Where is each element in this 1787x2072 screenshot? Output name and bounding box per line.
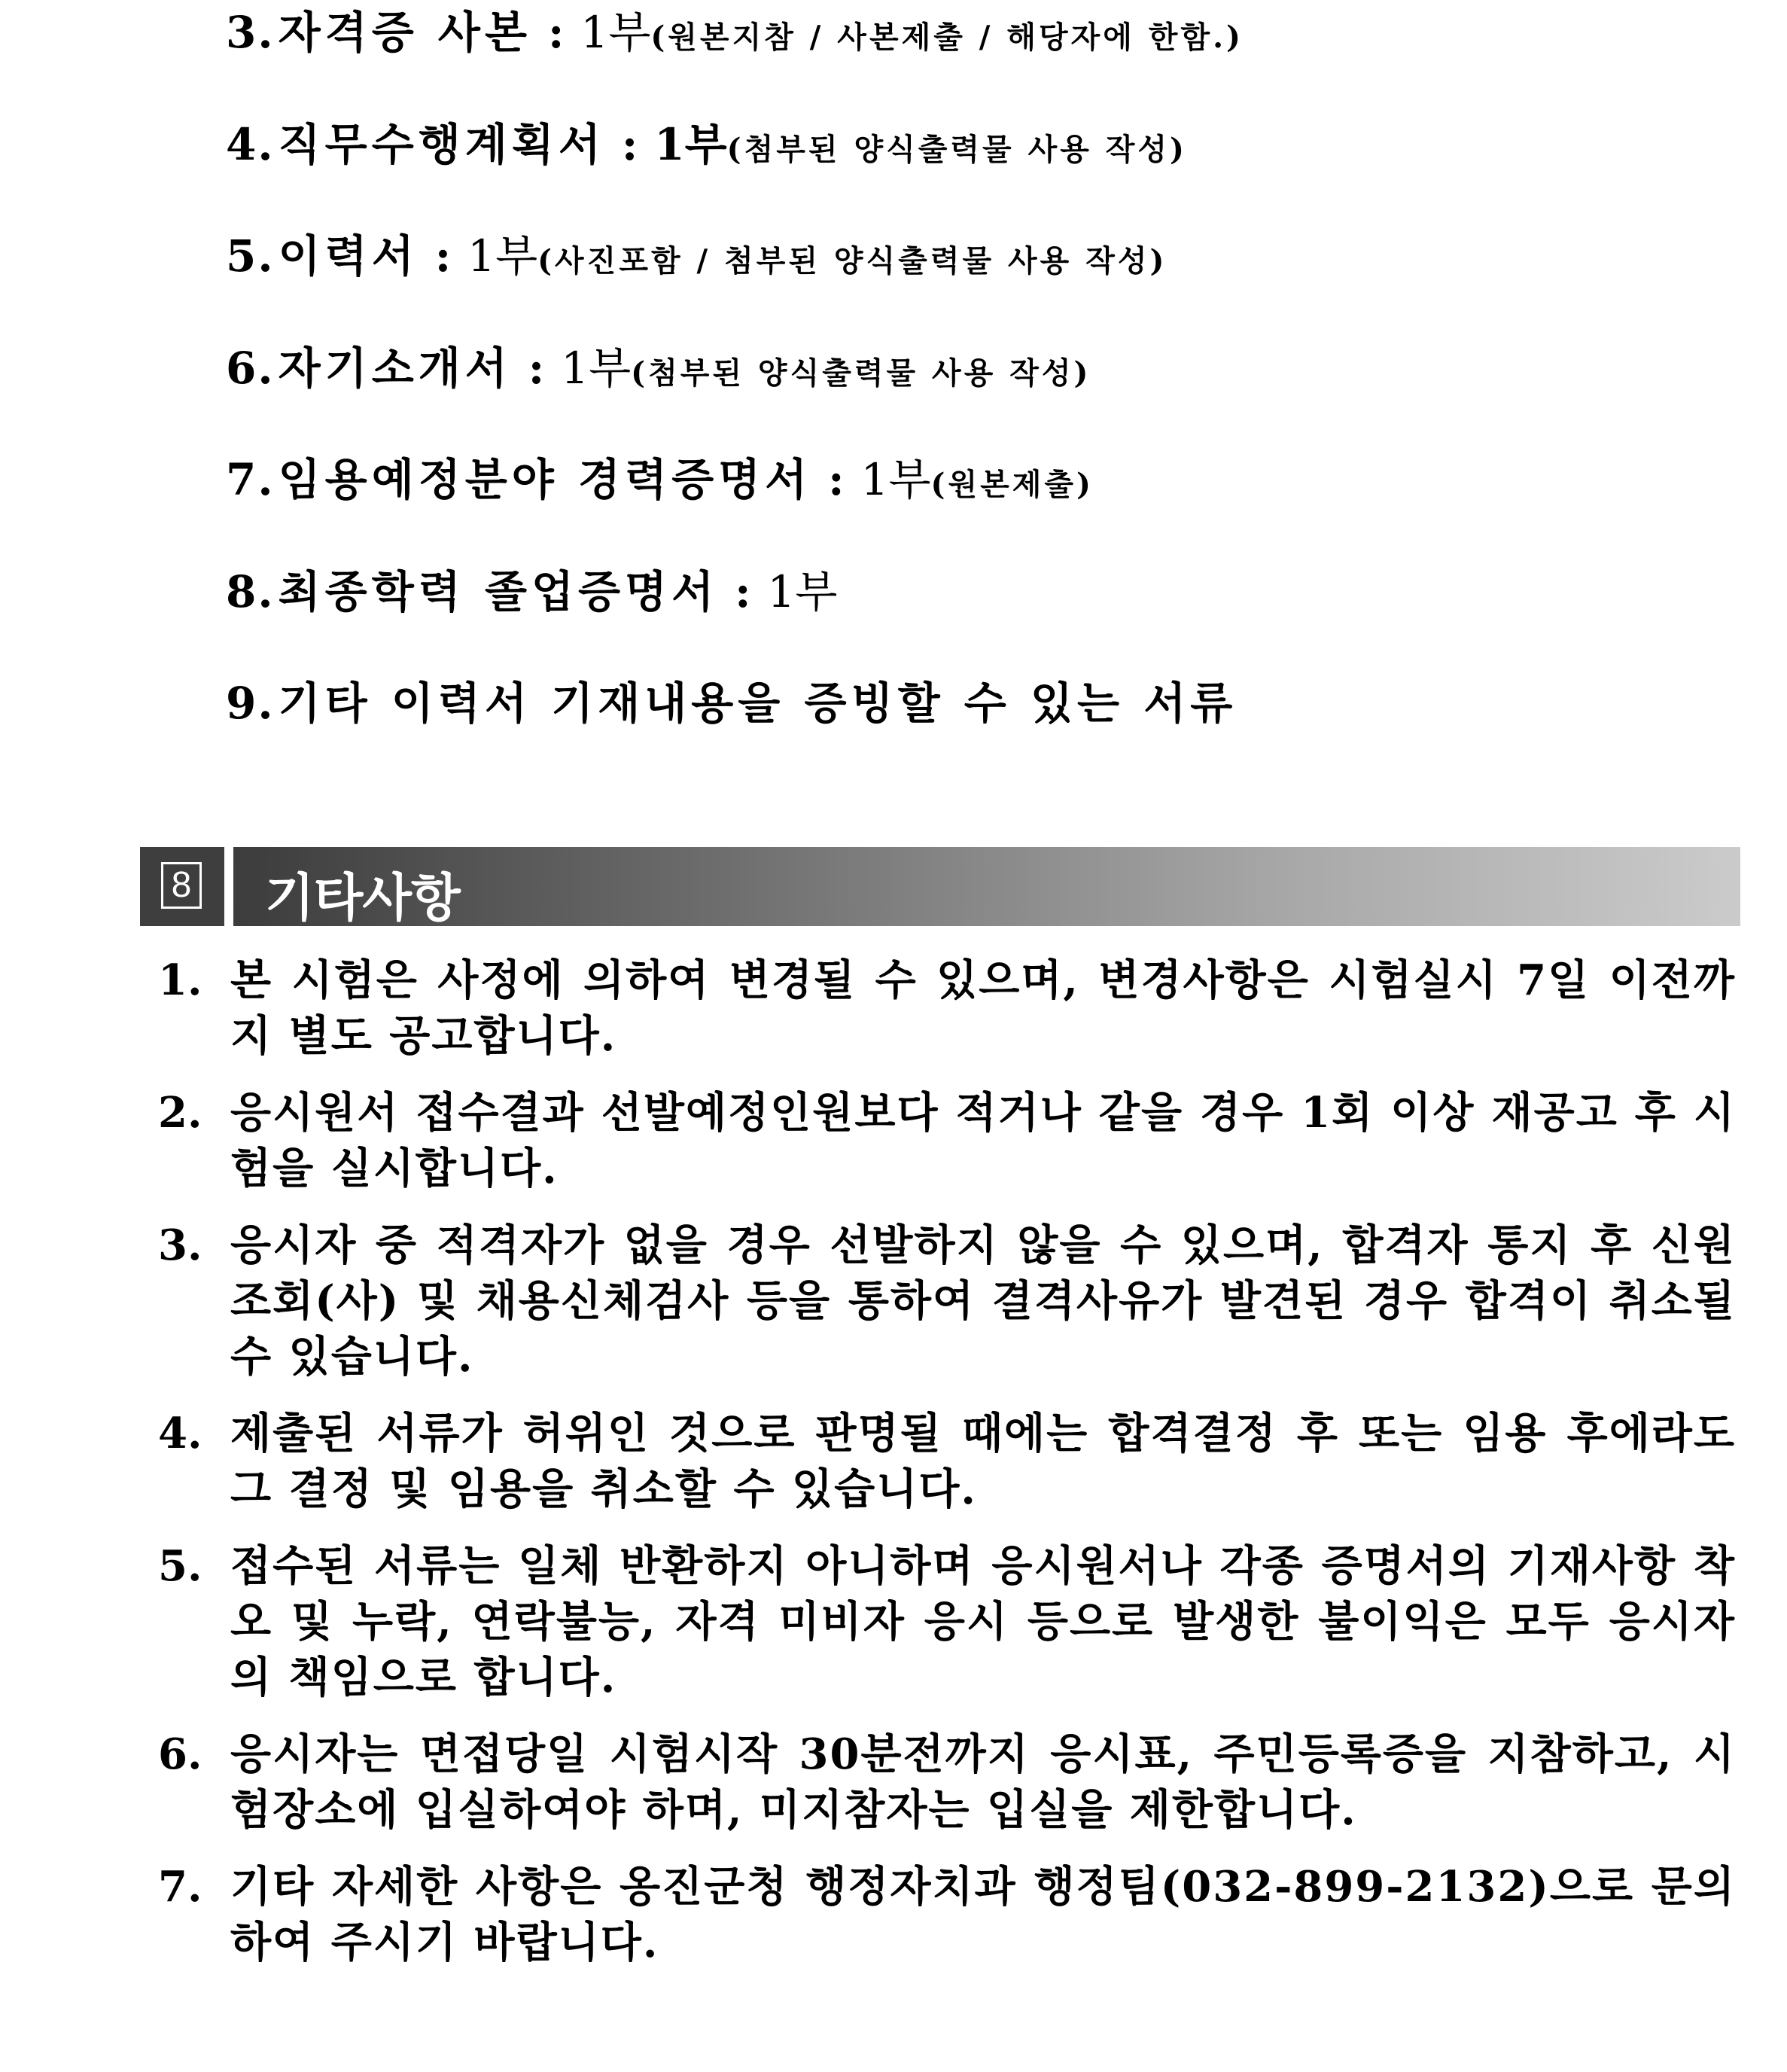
section-number-block (140, 847, 224, 926)
section-title: 기타사항 (265, 869, 460, 928)
list-item: 3. 응시자 중 적격자가 없을 경우 선발하지 않을 수 있으며, 합격자 통지 후 신원조회(사) 및 채용신체검사 등을 통하여 결격사유가 발견된 경우 합격이 취소될 수 있습니다. (158, 1220, 1736, 1382)
section-title-bar (233, 847, 1740, 926)
document-item: 7. 임용예정분야 경력증명서 : 1부(원본제출) (226, 454, 1094, 505)
document-item: 3. 자격증 사본 : 1부(원본지참 / 사본제출 / 해당자에 한함.) (226, 7, 1244, 58)
document-item: 6. 자기소개서 : 1부(첨부된 양식출력물 사용 작성) (226, 343, 1091, 394)
list-item: 6. 응시자는 면접당일 시험시작 30분전까지 응시표, 주민등록증을 지참하고, 시험장소에 입실하여야 하며, 미지참자는 입실을 제한합니다. (158, 1729, 1736, 1835)
section-header (140, 847, 1740, 926)
list-item: 2. 응시원서 접수결과 선발예정인원보다 적거나 같을 경우 1회 이상 재공고 후 시험을 실시합니다. (158, 1088, 1736, 1193)
list-item: 4. 제출된 서류가 허위인 것으로 판명될 때에는 합격결정 후 또는 임용 후에라도 그 결정 및 임용을 취소할 수 있습니다. (158, 1409, 1736, 1514)
section-number: 8 (161, 862, 202, 909)
notes-list (158, 952, 1736, 1991)
list-item: 1. 본 시험은 사정에 의하여 변경될 수 있으며, 변경사항은 시험실시 7일 이전까지 별도 공고합니다. (158, 955, 1736, 1061)
document-item: 5. 이력서 : 1부(사진포함 / 첨부된 양식출력물 사용 작성) (226, 230, 1167, 282)
document-item: 9. 기타 이력서 기재내용을 증빙할 수 있는 서류 (226, 678, 1238, 729)
document-item: 8. 최종학력 졸업증명서 : 1부 (226, 566, 838, 617)
list-item: 5. 접수된 서류는 일체 반환하지 아니하며 응시원서나 각종 증명서의 기재사항 착오 및 누락, 연락불능, 자격 미비자 응시 등으로 발생한 불이익은 모두 응시자의 책임으로 합니다. (158, 1541, 1736, 1702)
document-item: 4. 직무수행계획서 : 1부(첨부된 양식출력물 사용 작성) (226, 119, 1187, 170)
list-item: 7. 기타 자세한 사항은 옹진군청 행정자치과 행정팀(032-899-2132)으로 문의하여 주시기 바랍니다. (158, 1862, 1736, 1967)
